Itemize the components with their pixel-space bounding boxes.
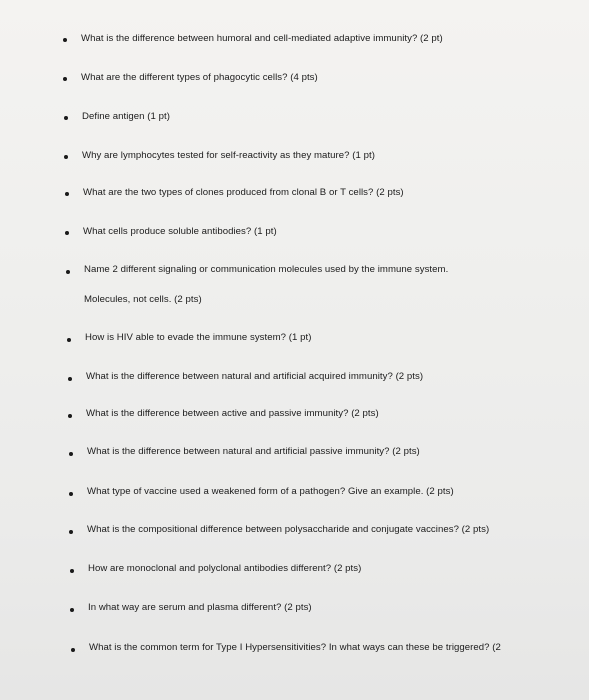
question-8: How is HIV able to evade the immune system? (1 pt) (85, 332, 312, 343)
question-6: What cells produce soluble antibodies? (1 pt) (83, 226, 277, 237)
bullet (70, 569, 74, 573)
question-15: In what way are serum and plasma different? (2 pts) (88, 602, 312, 613)
bullet (68, 414, 72, 418)
bullet (69, 452, 73, 456)
bullet (71, 648, 75, 652)
question-1: What is the difference between humoral and cell-mediated adaptive immunity? (2 pt) (81, 33, 443, 44)
question-10: What is the difference between active and passive immunity? (2 pts) (86, 408, 379, 419)
question-13: What is the compositional difference between polysaccharide and conjugate vaccines? (2 pts) (87, 524, 490, 535)
question-16: What is the common term for Type I Hypersensitivities? In what ways can these be triggered? (2 (89, 642, 501, 653)
question-12: What type of vaccine used a weakened form of a pathogen? Give an example. (2 pts) (87, 486, 454, 497)
question-4: Why are lymphocytes tested for self-reactivity as they mature? (1 pt) (82, 150, 375, 161)
bullet (66, 270, 70, 274)
question-7: Name 2 different signaling or communication molecules used by the immune system. (84, 264, 449, 275)
question-7-continuation: Molecules, not cells. (2 pts) (84, 294, 202, 305)
bullet (65, 231, 69, 235)
bullet (64, 155, 68, 159)
question-3: Define antigen (1 pt) (82, 111, 170, 122)
bullet (70, 608, 74, 612)
bullet (63, 38, 67, 42)
question-5: What are the two types of clones produced from clonal B or T cells? (2 pts) (83, 187, 404, 198)
question-11: What is the difference between natural and artificial passive immunity? (2 pts) (87, 446, 420, 457)
bullet (69, 530, 73, 534)
bullet (67, 338, 71, 342)
bullet (64, 116, 68, 120)
bullet (65, 192, 69, 196)
bullet (63, 77, 67, 81)
question-14: How are monoclonal and polyclonal antibodies different? (2 pts) (88, 563, 362, 574)
bullet (68, 377, 72, 381)
bullet (69, 492, 73, 496)
question-9: What is the difference between natural and artificial acquired immunity? (2 pts) (86, 371, 424, 382)
question-2: What are the different types of phagocytic cells? (4 pts) (81, 72, 318, 83)
